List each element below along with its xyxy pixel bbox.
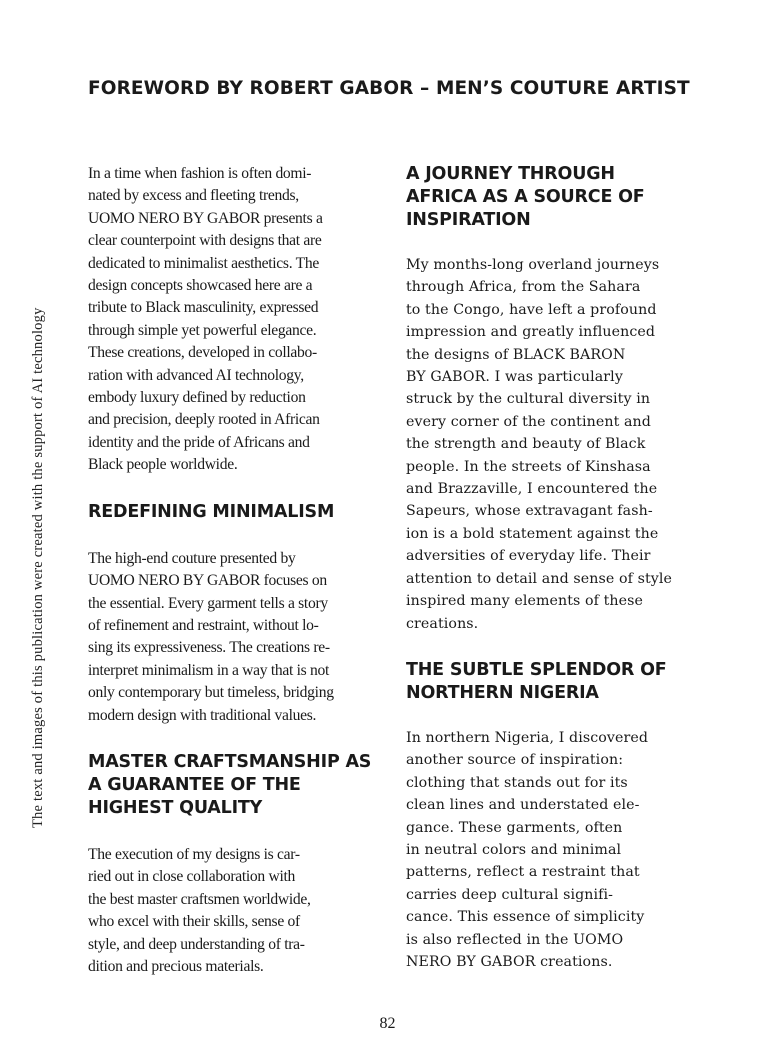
section-heading-redefining-minimalism: REDEFINING MINIMALISM — [88, 501, 335, 522]
section-body-journey-through-africa: My months-long overland journeys through Africa, from the Sahara to the Congo, have left a profound impression and greatly influenced the designs of BLACK BARON BY GABOR. I was particularly struck by the cultural diversity in every corner of the continent and the strength and beauty of Black people. In the streets of Kinshasa and Brazzaville, I encountered the Sapeurs, whose extravagant fash- ion is a bold statement against the adversities of everyday life. Their attention to detail and sense of style inspired many elements of these creations. — [406, 257, 673, 632]
page-title: FOREWORD BY ROBERT GABOR – MEN’S COUTURE ARTIST — [88, 78, 690, 99]
ai-disclaimer-note: The text and images of this publication were created with the support of AI technology — [30, 307, 46, 828]
section-body-master-craftsmanship: The execution of my designs is car- ried out in close collaboration with the best master craftsmen worldwide, who excel with their skills, sense of style, and deep understanding of tra- dition and precious materials. — [88, 845, 311, 975]
section-heading-master-craftsmanship: MASTER CRAFTSMANSHIP AS A GUARANTEE OF THE HIGHEST QUALITY — [88, 751, 372, 818]
intro-paragraph: In a time when fashion is often domi- nated by excess and fleeting trends, UOMO NERO BY GABOR presents a clear counterpoint with designs that are dedicated to minimalist aesthetics. The design concepts showcased here are a tribute to Black masculinity, expressed through simple yet powerful elegance. These creations, developed in collabo- ration with advanced AI technology, embody luxury defined by reduction and precision, deeply rooted in African identity and the pride of Africans and Black people worldwide. — [88, 165, 323, 474]
section-heading-northern-nigeria: THE SUBTLE SPLENDOR OF NORTHERN NIGERIA — [406, 659, 667, 703]
section-heading-journey-through-africa: A JOURNEY THROUGH AFRICA AS A SOURCE OF INSPIRATION — [406, 164, 645, 230]
section-body-northern-nigeria: In northern Nigeria, I discovered another source of inspiration: clothing that stands out for its clean lines and understated ele- gance. These garments, often in neutral colors and minimal patterns, reflect a restraint that carries deep cultural signifi- cance. This essence of simplicity is also reflected in the UOMO NERO BY GABOR creations. — [406, 729, 649, 970]
section-body-redefining-minimalism: The high-end couture presented by UOMO NERO BY GABOR focuses on the essential. Every garment tells a story of refinement and restraint, without lo- sing its expressiveness. The creations re- interpret minimalism in a way that is not only contemporary but timeless, bridging modern design with traditional values. — [88, 549, 334, 724]
right-column — [406, 163, 706, 973]
page-number: 82 — [379, 1015, 396, 1032]
left-column — [88, 163, 373, 978]
